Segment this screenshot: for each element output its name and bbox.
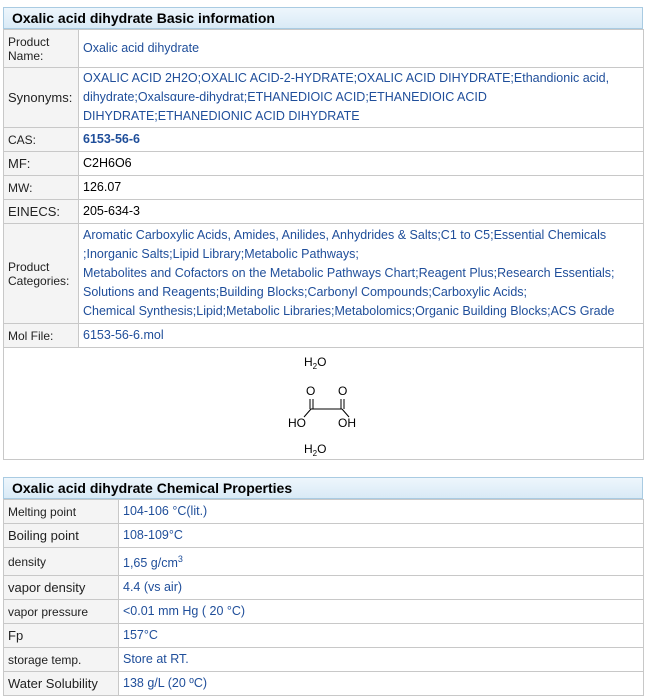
categories-line: ;Inorganic Salts;Lipid Library;Metabolic Pathways;	[83, 247, 359, 261]
water-molecule-bottom: $H_2O$	[304, 441, 327, 458]
cas-link[interactable]: 6153-56-6	[83, 132, 140, 146]
categories-line: Metabolites and Cofactors on the Metabolic Pathways Chart;Reagent Plus;Research Essentials;	[83, 266, 615, 280]
prop-value: <0.01 mm Hg ( 20 °C)	[119, 600, 644, 624]
oxygen-label-right: O	[338, 383, 348, 398]
chem-props-title: Oxalic acid dihydrate Chemical Properties	[3, 477, 643, 499]
row-cas	[4, 128, 644, 152]
basic-info-section	[3, 7, 643, 460]
mw-label: MW:	[4, 176, 79, 200]
molfile-link[interactable]: 6153-56-6.mol	[83, 328, 164, 342]
oxygen-label-left: O	[306, 383, 316, 398]
row-product-name	[4, 30, 644, 68]
row-categories	[4, 224, 644, 324]
prop-value: Store at RT.	[119, 648, 644, 672]
prop-value: 1,65 $g/cm^3$	[119, 548, 644, 576]
prop-value: 104-106 °C(lit.)	[119, 500, 644, 524]
row-molfile	[4, 324, 644, 348]
structure-diagram	[4, 349, 642, 459]
prop-label: Melting point	[4, 500, 119, 524]
prop-label: Boiling point	[4, 524, 119, 548]
prop-row	[4, 548, 644, 576]
mw-value: 126.07	[79, 176, 644, 200]
prop-value: 138 g/L (20 ºC)	[119, 672, 644, 696]
categories-line: Aromatic Carboxylic Acids, Amides, Anilides, Anhydrides & Salts;C1 to C5;Essential Chemicals	[83, 228, 607, 242]
water-molecule-top: $H_2O$	[304, 354, 327, 371]
row-mw	[4, 176, 644, 200]
prop-label: vapor density	[4, 576, 119, 600]
prop-label: storage temp.	[4, 648, 119, 672]
chem-props-section	[3, 477, 643, 696]
cas-label: CAS:	[4, 128, 79, 152]
synonyms-value: OXALIC ACID 2H2O;OXALIC ACID-2-HYDRATE;OXALIC ACID DIHYDRATE;Ethandionic acid, dihydrate;Oxalsαure-dihydrat;ETHANEDIOIC ACID;ETHANEDIOIC ACID DIHYDRATE;ETHANEDIONIC ACID DIHYDRATE	[79, 68, 644, 128]
basic-info-title: Oxalic acid dihydrate Basic information	[3, 7, 643, 29]
categories-line: Solutions and Reagents;Building Blocks;Carbonyl Compounds;Carboxylic Acids;	[83, 285, 527, 299]
prop-label: Water Solubility	[4, 672, 119, 696]
prop-value: 157°C	[119, 624, 644, 648]
prop-row	[4, 576, 644, 600]
product-name-link[interactable]: Oxalic acid dihydrate	[83, 41, 200, 55]
prop-label: vapor pressure	[4, 600, 119, 624]
mf-label: MF:	[4, 152, 79, 176]
mf-value: C2H6O6	[79, 152, 644, 176]
prop-row	[4, 624, 644, 648]
hydroxyl-label-right: OH	[338, 415, 356, 430]
chem-props-table	[3, 499, 644, 696]
molfile-label: Mol File:	[4, 324, 79, 348]
prop-label: density	[4, 548, 119, 576]
categories-line: Chemical Synthesis;Lipid;Metabolic Libraries;Metabolomics;Organic Building Blocks;ACS Grade	[83, 304, 615, 318]
prop-value: 108-109°C	[119, 524, 644, 548]
row-einecs	[4, 200, 644, 224]
row-mf	[4, 152, 644, 176]
synonyms-label: Synonyms:	[4, 68, 79, 128]
prop-row	[4, 500, 644, 524]
einecs-value: 205-634-3	[79, 200, 644, 224]
prop-value: 4.4 (vs air)	[119, 576, 644, 600]
hydroxyl-label-left: HO	[288, 415, 306, 430]
row-synonyms	[4, 68, 644, 128]
row-structure	[4, 348, 644, 460]
prop-label: Fp	[4, 624, 119, 648]
categories-value	[79, 224, 644, 324]
oxalic-bonds	[304, 399, 349, 417]
prop-row	[4, 672, 644, 696]
structure-cell	[4, 348, 644, 460]
basic-info-table	[3, 29, 644, 460]
prop-row	[4, 600, 644, 624]
categories-label: Product Categories:	[4, 224, 79, 324]
product-name-label: Product Name:	[4, 30, 79, 68]
prop-row	[4, 648, 644, 672]
einecs-label: EINECS:	[4, 200, 79, 224]
prop-row	[4, 524, 644, 548]
